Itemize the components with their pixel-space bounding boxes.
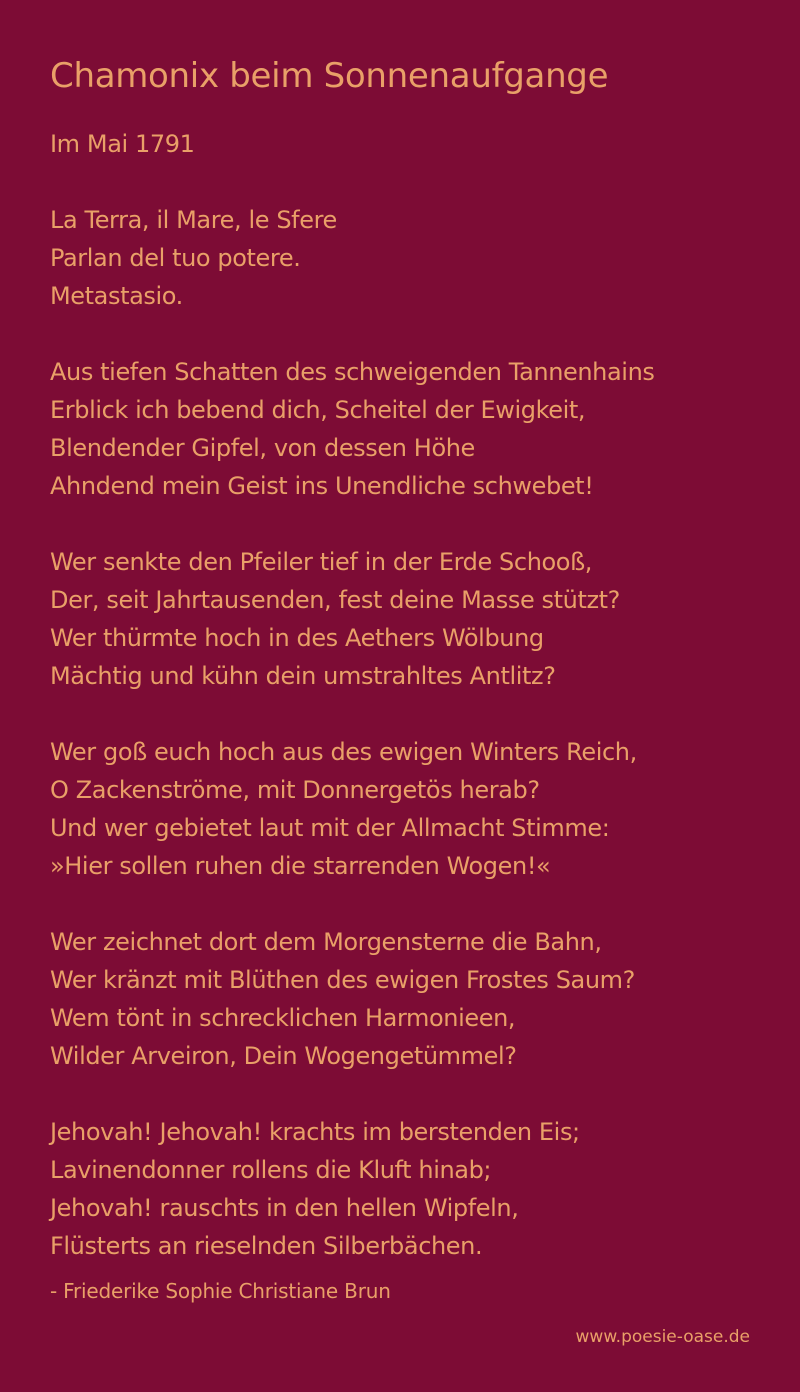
verse-line: Und wer gebietet laut mit der Allmacht Stimme: [50, 814, 610, 842]
stanza-1 [50, 353, 654, 505]
verse-line: Ahndend mein Geist ins Unendliche schwebet! [50, 472, 594, 500]
verse-line: Wem tönt in schrecklichen Harmonieen, [50, 1004, 516, 1032]
poem-title: Chamonix beim Sonnenaufgange [50, 56, 609, 96]
verse-line: Wer senkte den Pfeiler tief in der Erde Schooß, [50, 548, 593, 576]
verse-line: Wer thürmte hoch in des Aethers Wölbung [50, 624, 544, 652]
epigraph-line: La Terra, il Mare, le Sfere [50, 206, 337, 234]
verse-line: Wilder Arveiron, Dein Wogengetümmel? [50, 1042, 517, 1070]
verse-line: O Zackenströme, mit Donnergetös herab? [50, 776, 540, 804]
verse-line: Erblick ich bebend dich, Scheitel der Ewigkeit, [50, 396, 586, 424]
poem-body [50, 125, 654, 1265]
verse-line: »Hier sollen ruhen die starrenden Wogen!« [50, 852, 551, 880]
verse-line: Der, seit Jahrtausenden, fest deine Masse stützt? [50, 586, 621, 614]
verse-line: Jehovah! Jehovah! krachts im berstenden Eis; [50, 1118, 580, 1146]
stanza-break [50, 885, 654, 923]
verse-line: Lavinendonner rollens die Kluft hinab; [50, 1156, 492, 1184]
verse-line: Flüsterts an rieselnden Silberbächen. [50, 1232, 483, 1260]
stanza-3 [50, 733, 654, 885]
poem-subtitle: Im Mai 1791 [50, 130, 195, 158]
stanza-4 [50, 923, 654, 1075]
verse-line: Wer kränzt mit Blüthen des ewigen Frostes Saum? [50, 966, 635, 994]
stanza-2 [50, 543, 654, 695]
verse-line: Wer zeichnet dort dem Morgensterne die Bahn, [50, 928, 602, 956]
verse-line: Aus tiefen Schatten des schweigenden Tannenhains [50, 358, 655, 386]
verse-line: Blendender Gipfel, von dessen Höhe [50, 434, 475, 462]
verse-line: Jehovah! rauschts in den hellen Wipfeln, [50, 1194, 519, 1222]
stanza-break [50, 315, 654, 353]
website-watermark: www.poesie-oase.de [575, 1327, 750, 1347]
stanza-break [50, 163, 654, 201]
epigraph-line: Parlan del tuo potere. [50, 244, 301, 272]
verse-line: Wer goß euch hoch aus des ewigen Winters Reich, [50, 738, 637, 766]
stanza-break [50, 695, 654, 733]
stanza-5 [50, 1113, 654, 1265]
stanza-break [50, 505, 654, 543]
poem-author: - Friederike Sophie Christiane Brun [50, 1279, 391, 1303]
stanza-break [50, 1075, 654, 1113]
verse-line: Mächtig und kühn dein umstrahltes Antlitz? [50, 662, 556, 690]
epigraph [50, 201, 654, 315]
epigraph-source: Metastasio. [50, 282, 183, 310]
